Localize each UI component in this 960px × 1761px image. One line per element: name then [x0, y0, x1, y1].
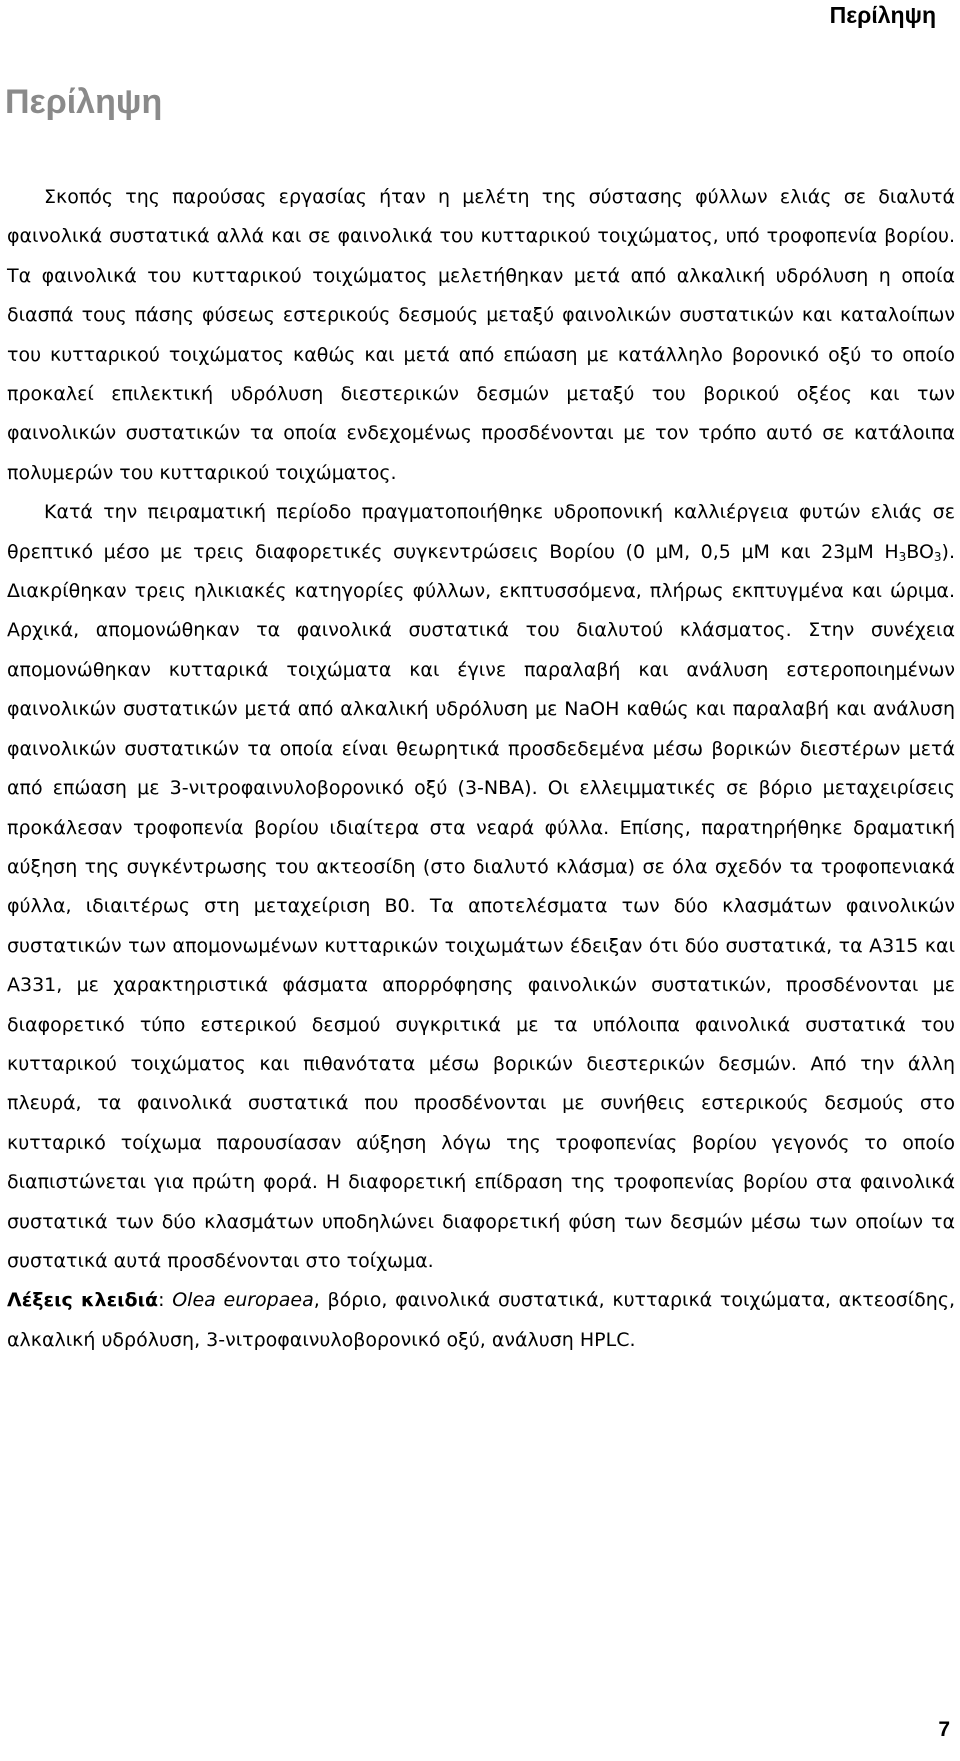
page-title: Περίληψη [5, 83, 163, 121]
abstract-paragraph-1: Σκοπός της παρούσας εργασίας ήταν η μελέτη της σύστασης φύλλων ελιάς σε διαλυτά φαινολικά συστατικά αλλά και σε φαινολικά του κυτταρικού τοιχώματος, υπό τροφοπενία βορίου. Τα φαινολικά του κυτταρικού τοιχώματος μελετήθηκαν μετά από αλκαλική υδρόλυση η οποία διασπά τους πάσης φύσεως εστερικούς δεσμούς μεταξύ φαινολικών συστατικών και καταλοίπων του κυτταρικού τοιχώματος καθώς και μετά από επώαση με κατάλληλο βορονικό οξύ το οποίο προκαλεί επιλεκτική υδρόλυση διεστερικών δεσμών μεταξύ του βορικού οξέος και των φαινολικών συστατικών τα οποία ενδεχομένως προσδένονται με τον τρόπο αυτό σε κατάλοιπα πολυμερών του κυτταρικού τοιχώματος. [7, 186, 955, 484]
abstract-paragraph-2 [7, 493, 955, 1281]
paragraph-2-text-end: ). Διακρίθηκαν τρεις ηλικιακές κατηγορίες φύλλων, εκπτυσσόμενα, πλήρως εκπτυγμένα και ώριμα. Αρχικά, απομονώθηκαν τα φαινολικά συστατικά του διαλυτού κλάσματος. Στην συνέχεια απομονώθηκαν κυτταρικά τοιχώματα και έγινε παραλαβή και ανάλυση εστεροποιημένων φαινολικών συστατικών μετά από αλκαλική υδρόλυση με NaOH καθώς και παραλαβή και ανάλυση φαινολικών συστατικών τα οποία είναι θεωρητικά προσδεδεμένα μέσω βορικών διεστέρων μετά από επώαση με 3-νιτροφαινυλοβορονικό οξύ (3-NBA). Οι ελλειμματικές σε βόριο μεταχειρίσεις προκάλεσαν τροφοπενία βορίου ιδιαίτερα στα νεαρά φύλλα. Επίσης, παρατηρήθηκε δραματική αύξηση της συγκέντρωσης του ακτεοσίδη (στο διαλυτό κλάσμα) σε όλα σχεδόν τα τροφοπενιακά φύλλα, ιδιαιτέρως στη μεταχείριση Β0. Τα αποτελέσματα των δύο κλασμάτων φαινολικών συστατικών των απομονωμένων κυτταρικών τοιχωμάτων έδειξαν ότι δύο συστατικά, τα Α315 και Α331, με χαρακτηριστικά φάσματα απορρόφησης φαινολικών συστατικών, προσδένονται με διαφορετικό τύπο εστερικού δεσμού συγκριτικά με τα υπόλοιπα φαινολικά συστατικά του κυτταρικού τοιχώματος και πιθανότατα μέσω βορικών διεστερικών δεσμών. Από την άλλη πλευρά, τα φαινολικά συστατικά που προσδένονται με συνήθεις εστερικούς δεσμούς στο κυτταρικό τοίχωμα παρουσίασαν αύξηση λόγω της τροφοπενίας βορίου γεγονός το οποίο διαπιστώνεται για πρώτη φορά. Η διαφορετική επίδραση της τροφοπενίας βορίου στα φαινολικά συστατικά των δύο κλασμάτων υποδηλώνει διαφορετική φύση των δεσμών μέσω των οποίων τα συστατικά αυτά προσδένονται στο τοίχωμα. [7, 540, 955, 1272]
keywords-label: Λέξεις κλειδιά [7, 1289, 159, 1312]
boric-acid-formula: $H_3BO_3$ [884, 540, 942, 564]
paragraph-2-text-start: Κατά την πειραματική περίοδο πραγματοποιήθηκε υδροπονική καλλιέργεια φυτών ελιάς σε θρεπτικό μέσο με τρεις διαφορετικές συγκεντρώσεις Βορίου (0 μM, 0,5 μM και 23μM [7, 501, 955, 563]
keywords-list: , βόριο, φαινολικά συστατικά, κυτταρικά τοιχώματα, ακτεοσίδης, αλκαλική υδρόλυση, 3-νιτροφαινυλοβορονικό οξύ, ανάλυση HPLC. [7, 1289, 956, 1351]
abstract-body [7, 178, 955, 1360]
keywords-line [7, 1281, 955, 1360]
keywords-separator: : [158, 1289, 173, 1312]
page-number: 7 [938, 1718, 950, 1741]
keyword-species: Olea europaea [172, 1289, 314, 1312]
running-header: Περίληψη [829, 2, 936, 28]
